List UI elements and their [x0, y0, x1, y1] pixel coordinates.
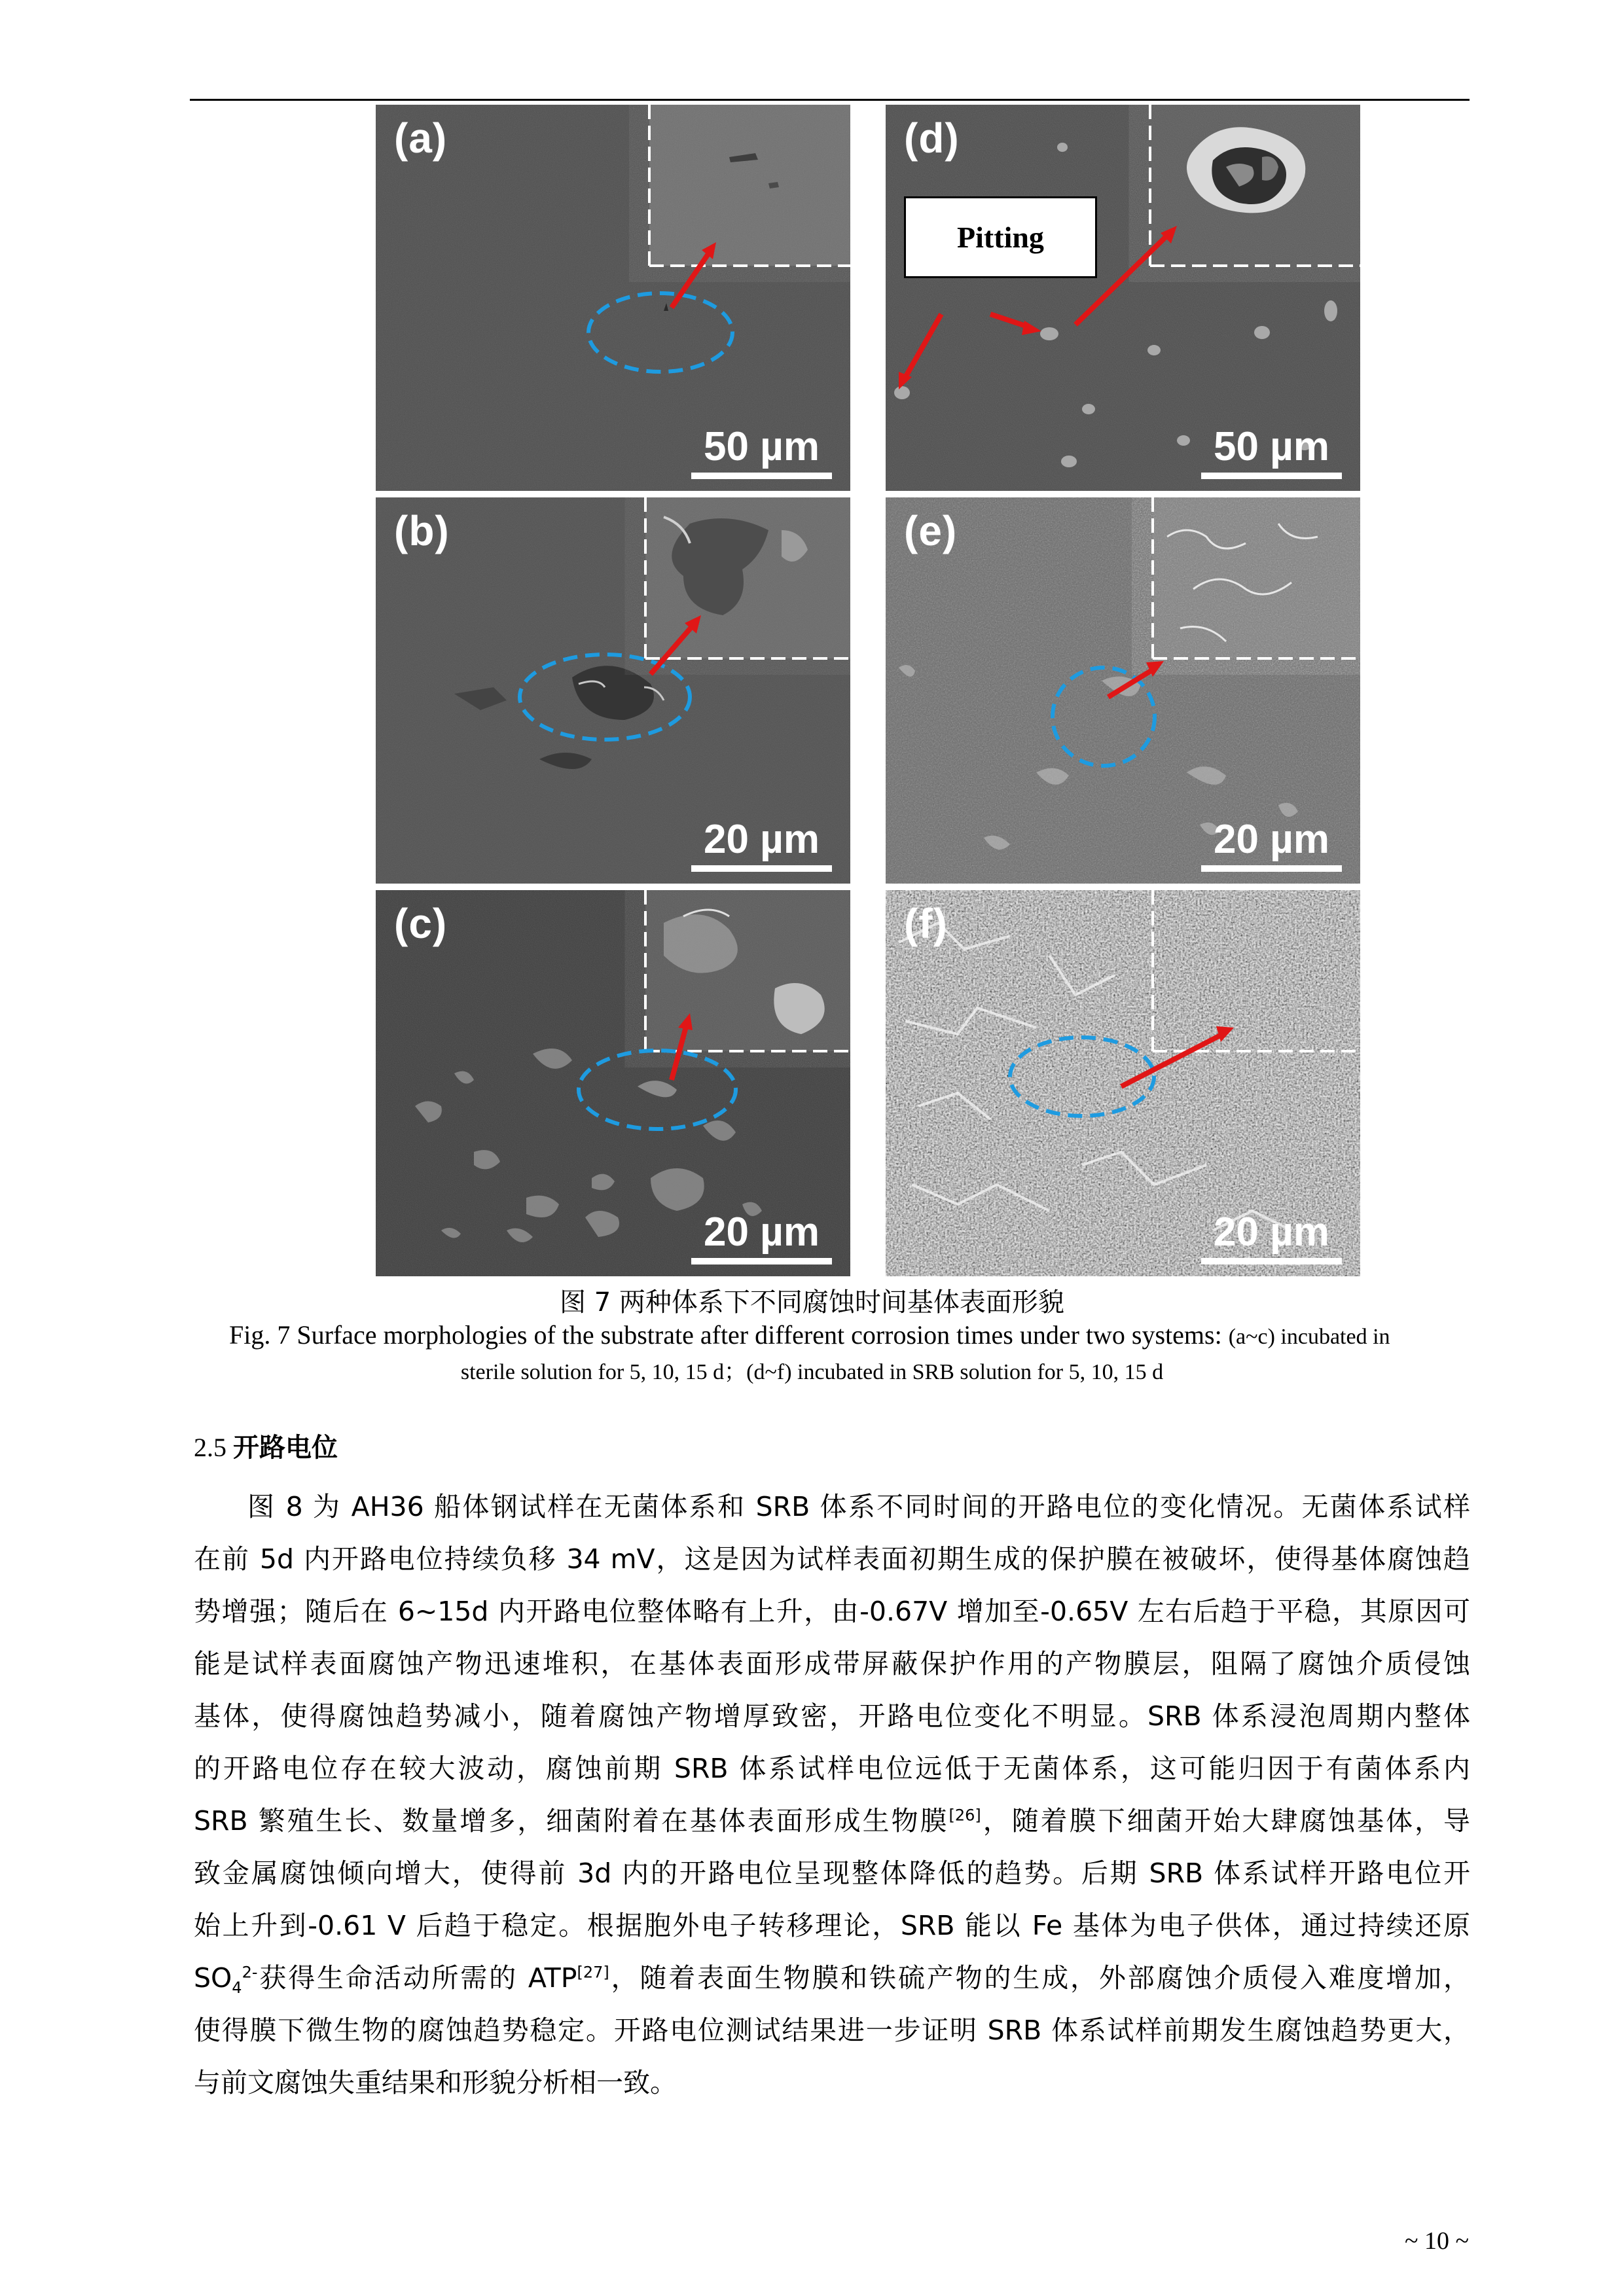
scale-line-c — [691, 1258, 832, 1265]
scale-bar-b — [691, 817, 832, 872]
panel-label-e: (e) — [904, 507, 958, 554]
panel-d — [886, 105, 1360, 491]
scale-bar-e — [1201, 817, 1342, 872]
scale-line-f — [1201, 1258, 1342, 1265]
figure-caption-cn: 图 7 两种体系下不同腐蚀时间基体表面形貌 — [560, 1287, 1064, 1318]
section-title: 开路电位 — [233, 1433, 338, 1463]
line-text: SRB 繁殖生长、数量增多，细菌附着在基体表面形成生物膜 — [194, 1805, 949, 1837]
line-text: ，随着表面生物膜和铁硫产物的生成，外部腐蚀介质侵入难度增加， — [609, 1962, 1470, 1994]
citation-27: [27] — [577, 1963, 609, 1982]
line-text: 获得生命活动所需的 ATP — [257, 1962, 577, 1994]
scale-label-d: 50 µm — [1213, 424, 1330, 469]
panel-b — [376, 497, 850, 884]
line-text: ，随着膜下细菌开始大肆腐蚀基体，导 — [981, 1805, 1471, 1837]
citation-26: [26] — [948, 1806, 981, 1825]
paragraph-line: 的开路电位存在较大波动，腐蚀前期 SRB 体系试样电位远低于无菌体系，这可能归因于有菌体系内 — [194, 1753, 1470, 1784]
paragraph-line: 使得膜下微生物的腐蚀趋势稳定。开路电位测试结果进一步证明 SRB 体系试样前期发生腐蚀趋势更大， — [194, 2015, 1470, 2046]
figure-caption-en-line2: sterile solution for 5, 10, 15 d；(d~f) incubated in SRB solution for 5, 10, 15 d — [460, 1360, 1164, 1384]
section-number: 2.5 — [194, 1433, 226, 1462]
subscript: 4 — [232, 1979, 242, 1998]
caption-en-small: (a~c) incubated in — [1228, 1325, 1390, 1349]
header-rule — [190, 99, 1470, 101]
scale-label-f: 20 µm — [1213, 1210, 1330, 1255]
paragraph-line: 势增强；随后在 6~15d 内开路电位整体略有上升，由-0.67V 增加至-0.65V 左右后趋于平稳，其原因可 — [194, 1596, 1470, 1627]
panel-label-c: (c) — [394, 900, 448, 947]
scale-label-c: 20 µm — [703, 1210, 820, 1255]
scale-line-a — [691, 473, 832, 479]
pitting-annotation: Pitting — [904, 196, 1097, 278]
figure-caption-en-line1 — [229, 1319, 1512, 1350]
scale-line-d — [1201, 473, 1342, 479]
page-number: ~ 10 ~ — [1404, 2227, 1470, 2255]
scale-line-e — [1201, 865, 1342, 872]
paragraph-line: 致金属腐蚀倾向增大，使得前 3d 内的开路电位呈现整体降低的趋势。后期 SRB 体系试样开路电位开 — [194, 1857, 1470, 1889]
paragraph-line: 与前文腐蚀失重结果和形貌分析相一致。 — [194, 2067, 677, 2098]
panel-c — [376, 890, 850, 1276]
paragraph-line: 在前 5d 内开路电位持续负移 34 mV，这是因为试样表面初期生成的保护膜在被破坏，使得基体腐蚀趋 — [194, 1543, 1470, 1575]
scale-label-b: 20 µm — [703, 817, 820, 862]
paragraph-line: 图 8 为 AH36 船体钢试样在无菌体系和 SRB 体系不同时间的开路电位的变化情况。无菌体系试样 — [247, 1491, 1470, 1522]
panel-a — [376, 105, 850, 491]
paragraph-line — [194, 1952, 1470, 2004]
body-paragraph — [194, 1480, 1470, 2109]
panel-label-a: (a) — [394, 115, 448, 162]
panel-label-f: (f) — [904, 900, 948, 947]
section-heading — [194, 1427, 338, 1464]
panel-label-d: (d) — [904, 115, 960, 162]
paragraph-line: 能是试样表面腐蚀产物迅速堆积，在基体表面形成带屏蔽保护作用的产物膜层，阻隔了腐蚀介质侵蚀 — [194, 1648, 1470, 1679]
panel-label-b: (b) — [394, 507, 450, 554]
paragraph-line: 始上升到-0.61 V 后趋于稳定。根据胞外电子转移理论，SRB 能以 Fe 基体为电子供体，通过持续还原 — [194, 1910, 1470, 1941]
paragraph-line — [194, 1795, 1470, 1847]
scale-bar-a — [691, 424, 832, 479]
scale-bar-c — [691, 1210, 832, 1265]
scale-label-a: 50 µm — [703, 424, 820, 469]
panel-e — [886, 497, 1360, 884]
scale-label-e: 20 µm — [1213, 817, 1330, 862]
scale-line-b — [691, 865, 832, 872]
caption-en-main: Fig. 7 Surface morphologies of the substrate after different corrosion times under two systems: — [229, 1320, 1229, 1350]
panel-f — [886, 890, 1360, 1276]
superscript: 2- — [242, 1963, 258, 1982]
scale-bar-f — [1201, 1210, 1342, 1265]
paragraph-line: 基体，使得腐蚀趋势减小，随着腐蚀产物增厚致密，开路电位变化不明显。SRB 体系浸泡周期内整体 — [194, 1700, 1470, 1732]
scale-bar-d — [1201, 424, 1342, 479]
line-text: SO — [194, 1962, 232, 1994]
